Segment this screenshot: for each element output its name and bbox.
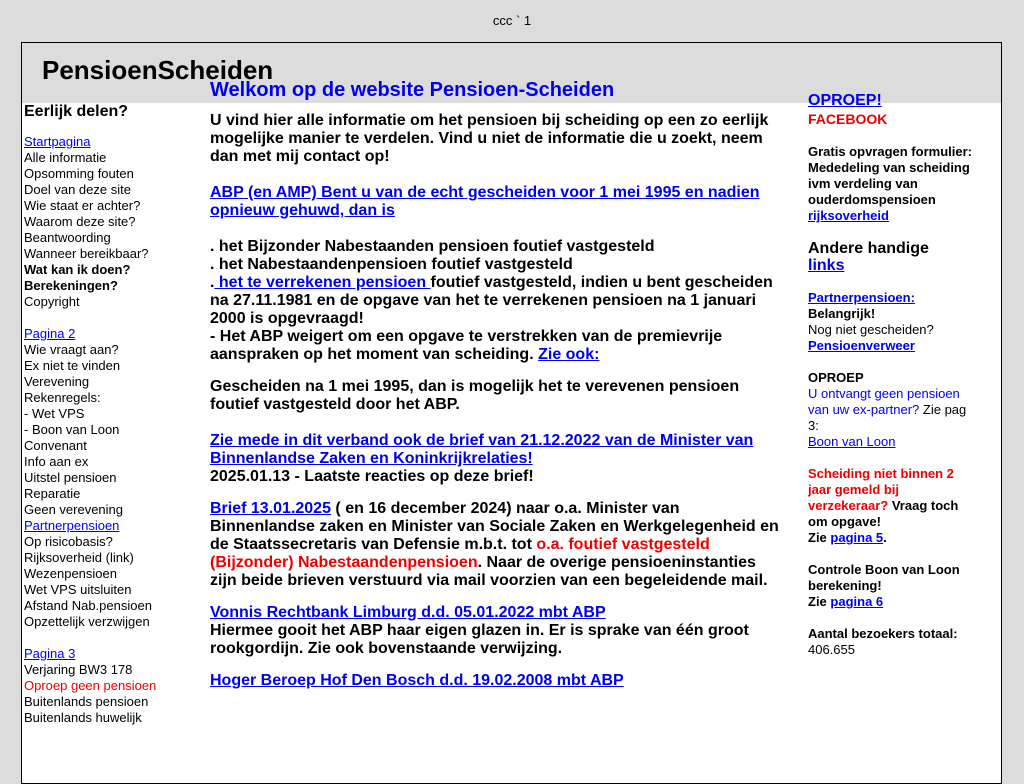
zie-ook-link[interactable]: Zie ook:: [538, 346, 600, 363]
sidebar-item: Wet VPS uitsluiten: [24, 582, 132, 597]
belangrijk-text: Belangrijk!: [808, 306, 876, 321]
oproep-link[interactable]: OPROEP!: [808, 92, 882, 109]
sidebar-item[interactable]: Startpagina: [24, 134, 91, 149]
pensioenverweer-link[interactable]: Pensioenverweer: [808, 338, 915, 353]
sidebar-group-3: [24, 646, 194, 726]
partnerpensioen-link[interactable]: Partnerpensioen:: [808, 290, 915, 305]
dot-text: .: [883, 530, 887, 545]
browser-title: ccc ` 1: [492, 13, 532, 28]
sidebar-group-1: [24, 134, 194, 310]
rijksoverheid-link[interactable]: rijksoverheid: [808, 208, 889, 223]
sidebar-item: Waarom deze site?: [24, 214, 136, 229]
abp-link[interactable]: ABP (en AMP) Bent u van de echt gescheiden voor 1 mei 1995 en nadien opnieuw gehuwd, dan is: [210, 184, 760, 219]
sidebar-item: Buitenlands pensioen: [24, 694, 149, 709]
sidebar-item: Buitenlands huwelijk: [24, 710, 142, 725]
sidebar-item: Uitstel pensioen: [24, 470, 117, 485]
sidebar-item: Wie vraagt aan?: [24, 342, 119, 357]
browser-title-bar: [0, 0, 1024, 42]
page-heading: Welkom op de website Pensioen-Scheiden: [210, 79, 615, 101]
geen-pensioen-link[interactable]: U ontvangt geen pensioen van uw ex-partner?: [808, 386, 960, 417]
bullet-3-rest: foutief vastgesteld, indien u bent gescheiden na 27.11.1981 en de opgave van het te verrekenen pensioen na 1 januari 2000 is opgevraagd!: [210, 274, 773, 327]
bullet-3-prefix: .: [210, 274, 215, 291]
sidebar-item: Copyright: [24, 294, 80, 309]
bullet-4: - Het ABP weigert om een opgave te verstrekken van de premievrije aanspraken op het moment van scheiding.: [210, 328, 723, 363]
sidebar-item: Doel van deze site: [24, 182, 131, 197]
right-sidebar: [808, 92, 973, 674]
sidebar-item: Beantwoording: [24, 230, 111, 245]
sidebar-item: Geen verevening: [24, 502, 124, 517]
facebook-label: FACEBOOK: [808, 111, 888, 127]
sidebar-item: - Wet VPS: [24, 406, 85, 421]
sidebar-item: Rekenregels:: [24, 390, 101, 405]
brief-2025-end: . Naar de overige pensioeninstanties zijn beide brieven verstuurd via mail voorzien van een begeleidende mail.: [210, 554, 768, 589]
sidebar-item: Alle informatie: [24, 150, 107, 165]
sidebar-item: Info aan ex: [24, 454, 89, 469]
bezoekers-value: 406.655: [808, 642, 855, 657]
sidebar-item: Opzettelijk verzwijgen: [24, 614, 150, 629]
sidebar-item: Opsomming fouten: [24, 166, 134, 181]
sidebar-item: Verevening: [24, 374, 90, 389]
site-title: PensioenScheiden: [42, 55, 274, 85]
main-content: [210, 78, 780, 704]
zie-text-6: Zie: [808, 594, 831, 609]
sidebar-item: Berekeningen?: [24, 278, 118, 293]
sidebar-group-2: [24, 326, 194, 630]
sidebar-item: Oproep geen pensioen: [24, 678, 157, 693]
bullet-1: . het Bijzonder Nabestaanden pensioen foutief vastgesteld: [210, 238, 655, 255]
sidebar-item: Convenant: [24, 438, 87, 453]
sidebar-item: Wezenpensioen: [24, 566, 117, 581]
left-sidebar: [24, 104, 194, 742]
intro-text: U vind hier alle informatie om het pensioen bij scheiding op een zo eerlijk mogelijke manier te verdelen. Vind u niet de informatie die u zoekt, neem dan met mij contact op!: [210, 112, 769, 165]
vraag-toch-text: Vraag toch om opgave!: [808, 498, 959, 529]
sidebar-section-title: Eerlijk delen?: [24, 103, 129, 120]
brief-2022-link[interactable]: Zie mede in dit verband ook de brief van 21.12.2022 van de Minister van Binnenlandse Zaken en Koninkrijkrelaties!: [210, 432, 754, 467]
sidebar-item: Op risicobasis?: [24, 534, 113, 549]
zie-pag3-text: Zie pag 3:: [808, 402, 967, 433]
sidebar-item: Verjaring BW3 178: [24, 662, 133, 677]
bezoekers-label: Aantal bezoekers totaal:: [808, 626, 958, 641]
links-link[interactable]: links: [808, 257, 845, 274]
para-1995: Gescheiden na 1 mei 1995, dan is mogelijk het te verevenen pensioen foutief vastgesteld door het ABP.: [210, 378, 740, 413]
gratis-text: Gratis opvragen formulier: Mededeling van scheiding ivm verdeling van ouderdomspensioen: [808, 144, 972, 207]
sidebar-item[interactable]: Pagina 3: [24, 646, 76, 661]
verrekenen-pensioen-link[interactable]: het te verrekenen pensioen: [214, 274, 431, 291]
vonnis-text: Hiermee gooit het ABP haar eigen glazen in. Er is sprake van één groot rookgordijn. Zie ook bovenstaande verwijzing.: [210, 622, 749, 657]
vonnis-link[interactable]: Vonnis Rechtbank Limburg d.d. 05.01.2022 mbt ABP: [210, 604, 606, 621]
boon-van-loon-link[interactable]: Boon van Loon: [808, 434, 896, 449]
bullet-2: . het Nabestaandenpensioen foutief vastgesteld: [210, 256, 573, 273]
brief-note: 2025.01.13 - Laatste reacties op deze brief!: [210, 468, 534, 485]
pagina-5-link[interactable]: pagina 5: [830, 530, 884, 545]
sidebar-item: - Boon van Loon: [24, 422, 120, 437]
brief-2025-red-text: o.a. foutief vastgesteld (Bijzonder) Nabestaandenpensioen: [210, 536, 710, 571]
sidebar-item[interactable]: Pagina 2: [24, 326, 76, 341]
brief-2025-text: ( en 16 december 2024) naar o.a. Minister van Binnenlandse zaken en Minister van Sociale Zaken en Werkgelegenheid en de Staatssecretaris van Defensie m.b.t. tot: [210, 500, 779, 553]
andere-handige-text: Andere handige: [808, 240, 929, 257]
sidebar-item: Afstand Nab.pensioen: [24, 598, 152, 613]
pagina-6-link[interactable]: pagina 6: [830, 594, 884, 609]
zie-text-5: Zie: [808, 530, 831, 545]
sidebar-item: Rijksoverheid (link): [24, 550, 134, 565]
sidebar-item: Wat kan ik doen?: [24, 262, 131, 277]
brief-2025-link[interactable]: Brief 13.01.2025: [210, 500, 331, 517]
nog-niet-text: Nog niet gescheiden?: [808, 322, 934, 337]
sidebar-item: Wanneer bereikbaar?: [24, 246, 149, 261]
sidebar-item: Reparatie: [24, 486, 81, 501]
sidebar-item: Wie staat er achter?: [24, 198, 141, 213]
controle-text: Controle Boon van Loon berekening!: [808, 562, 960, 593]
sidebar-item[interactable]: Partnerpensioen: [24, 518, 120, 533]
niet-binnen-text: Scheiding niet binnen 2 jaar gemeld bij verzekeraar?: [808, 466, 954, 513]
hoger-beroep-link[interactable]: Hoger Beroep Hof Den Bosch d.d. 19.02.2008 mbt ABP: [210, 672, 624, 689]
sidebar-item: Ex niet te vinden: [24, 358, 121, 373]
oproep-heading: OPROEP: [808, 370, 864, 385]
